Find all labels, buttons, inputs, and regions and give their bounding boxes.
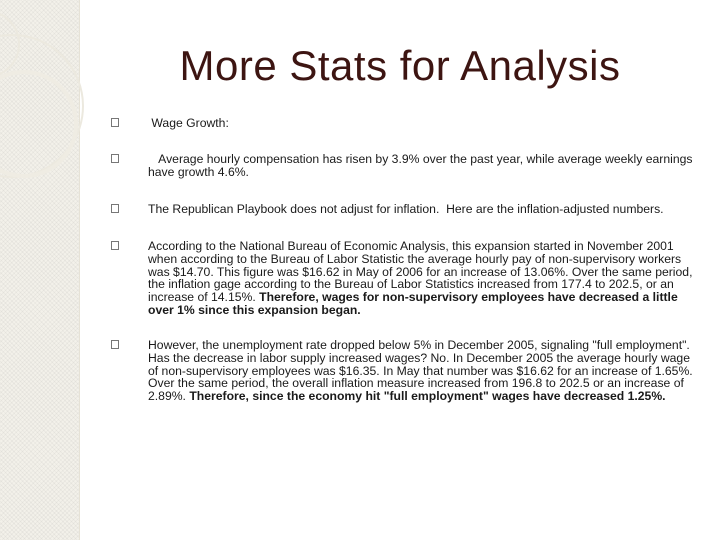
bullet-text: According to the National Bureau of Economic Analysis, this expansion started in November 2001 when according to the Bureau of Labor Statistic the average hourly pay of non-supervisory workers was $14.70. This figure was $16.62 in May of 2006 for an increase of 13.06%. Over the same period, the inflation gage according to the Bureau of Labor Statistics increased from 177.4 to 202.5, or an increase of 14.15%. xyxy=(148,239,693,305)
bullet-item-average-compensation xyxy=(128,153,703,179)
bullet-item-wage-growth xyxy=(128,117,703,130)
bullet-text: Wage Growth: xyxy=(148,116,229,130)
bullet-text: However, the unemployment rate dropped below 5% in December 2005, signaling "full employment". Has the decrease in labor supply increased wages? No. In December 2005 the average hourly wage of non-supervisory employees was $16.35. In May that number was $16.62 for an increase of 1.65%. Over the same period, the overall inflation measure increased from 196.8 to 202.5 or an increase of 2.89%. xyxy=(148,338,693,404)
square-bullet-icon xyxy=(111,204,119,213)
bullet-item-full-employment xyxy=(128,339,703,403)
bullet-item-expansion-wages xyxy=(128,240,703,317)
slide-title: More Stats for Analysis xyxy=(179,42,621,89)
square-bullet-icon xyxy=(111,154,119,163)
bullet-conclusion: Therefore, since the economy hit "full employment" wages have decreased 1.25%. xyxy=(189,389,666,404)
bullet-conclusion: Therefore, wages for non-supervisory employees have decreased a little over 1% since this expansion began. xyxy=(148,290,678,317)
bullet-paragraph xyxy=(128,240,703,317)
square-bullet-icon xyxy=(111,118,119,127)
bullet-item-inflation-note xyxy=(128,203,703,216)
square-bullet-icon xyxy=(111,241,119,250)
bullet-text: The Republican Playbook does not adjust for inflation. Here are the inflation-adjusted numbers. xyxy=(148,202,664,216)
bullet-paragraph xyxy=(128,339,703,403)
bullet-text: Average hourly compensation has risen by 3.9% over the past year, while average weekly earnings have growth 4.6%. xyxy=(148,152,696,179)
square-bullet-icon xyxy=(111,340,119,349)
decorative-side-strip xyxy=(0,0,80,540)
